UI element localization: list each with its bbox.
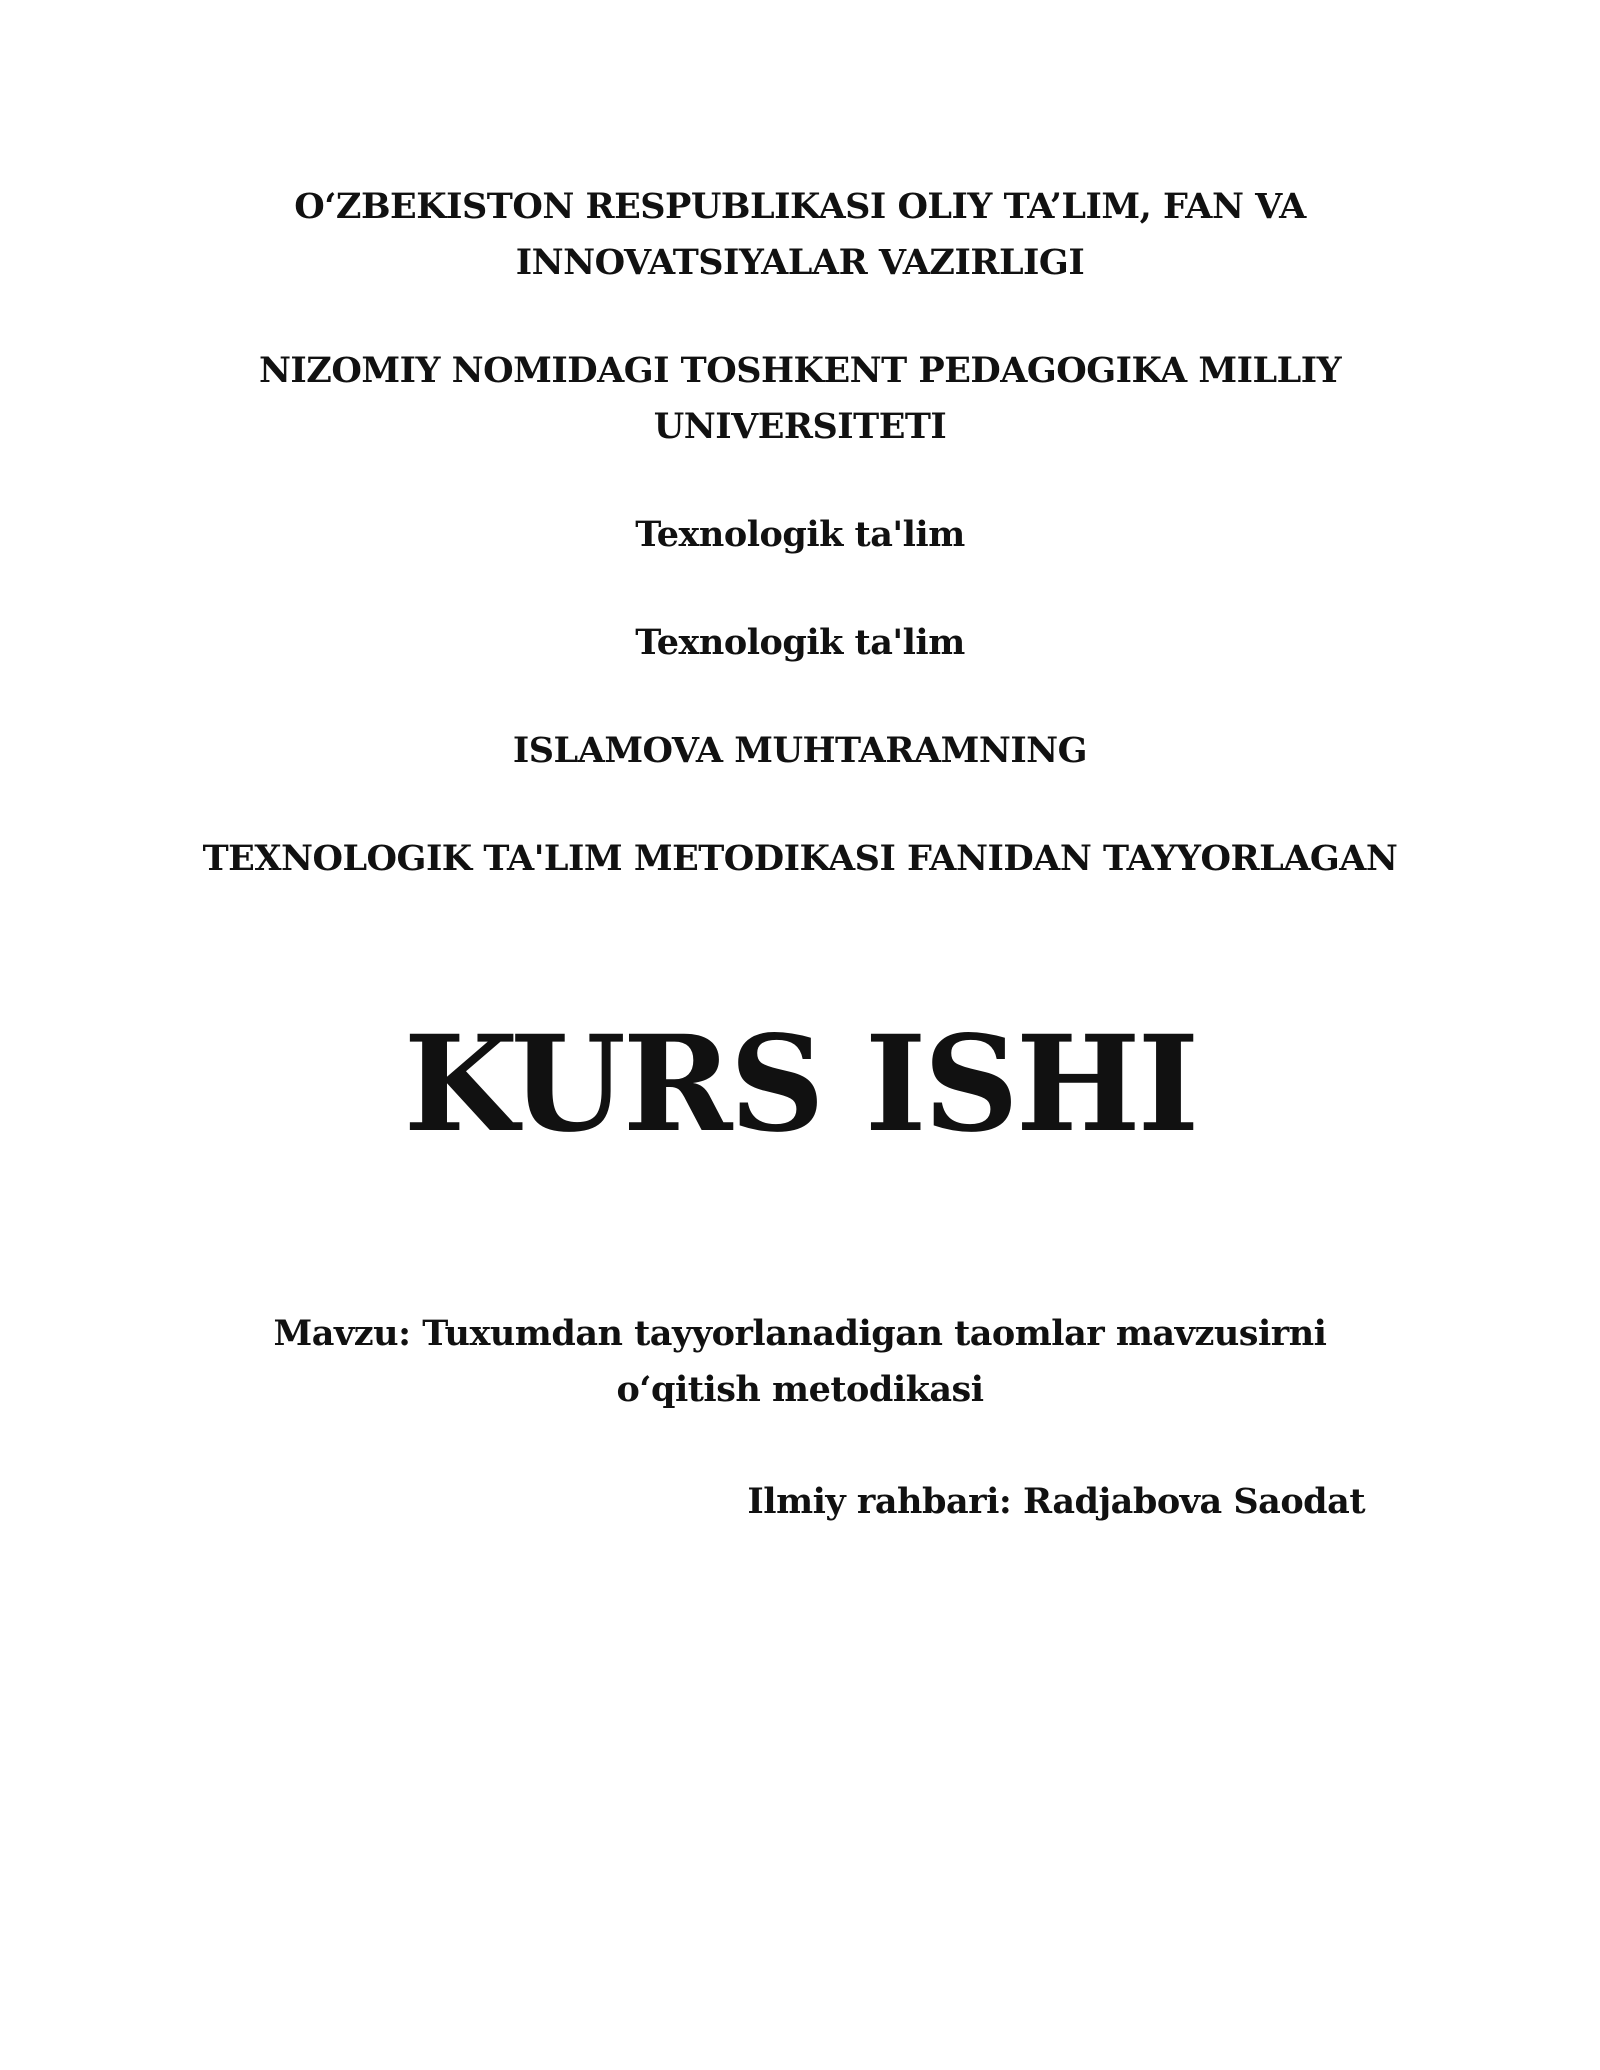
topic-line-1: Mavzu: Tuxumdan tayyorlanadigan taomlar mavzusirni: [273, 1313, 1327, 1354]
ministry-heading: [0, 179, 1600, 291]
university-line-1: NIZOMIY NOMIDAGI TOSHKENT PEDAGOGIKA MILLIY: [258, 350, 1342, 391]
author-name: ISLAMOVA MUHTARAMNING: [512, 730, 1088, 771]
supervisor: Ilmiy rahbari: Radjabova Saodat: [747, 1481, 1365, 1522]
faculty-name: Texnologik ta'lim: [635, 514, 965, 555]
department-name: Texnologik ta'lim: [635, 622, 965, 663]
document-title: KURS ISHI: [403, 1007, 1197, 1162]
topic-block: [0, 1306, 1600, 1418]
university-heading: [0, 343, 1600, 455]
ministry-line-2: INNOVATSIYALAR VAZIRLIGI: [515, 242, 1085, 283]
university-line-2: UNIVERSITETI: [653, 406, 947, 447]
ministry-line-1: O‘ZBEKISTON RESPUBLIKASI OLIY TA’LIM, FAN VA: [294, 186, 1306, 227]
subject-line: TEXNOLOGIK TA'LIM METODIKASI FANIDAN TAYYORLAGAN: [202, 838, 1398, 879]
topic-line-2: o‘qitish metodikasi: [616, 1369, 984, 1410]
